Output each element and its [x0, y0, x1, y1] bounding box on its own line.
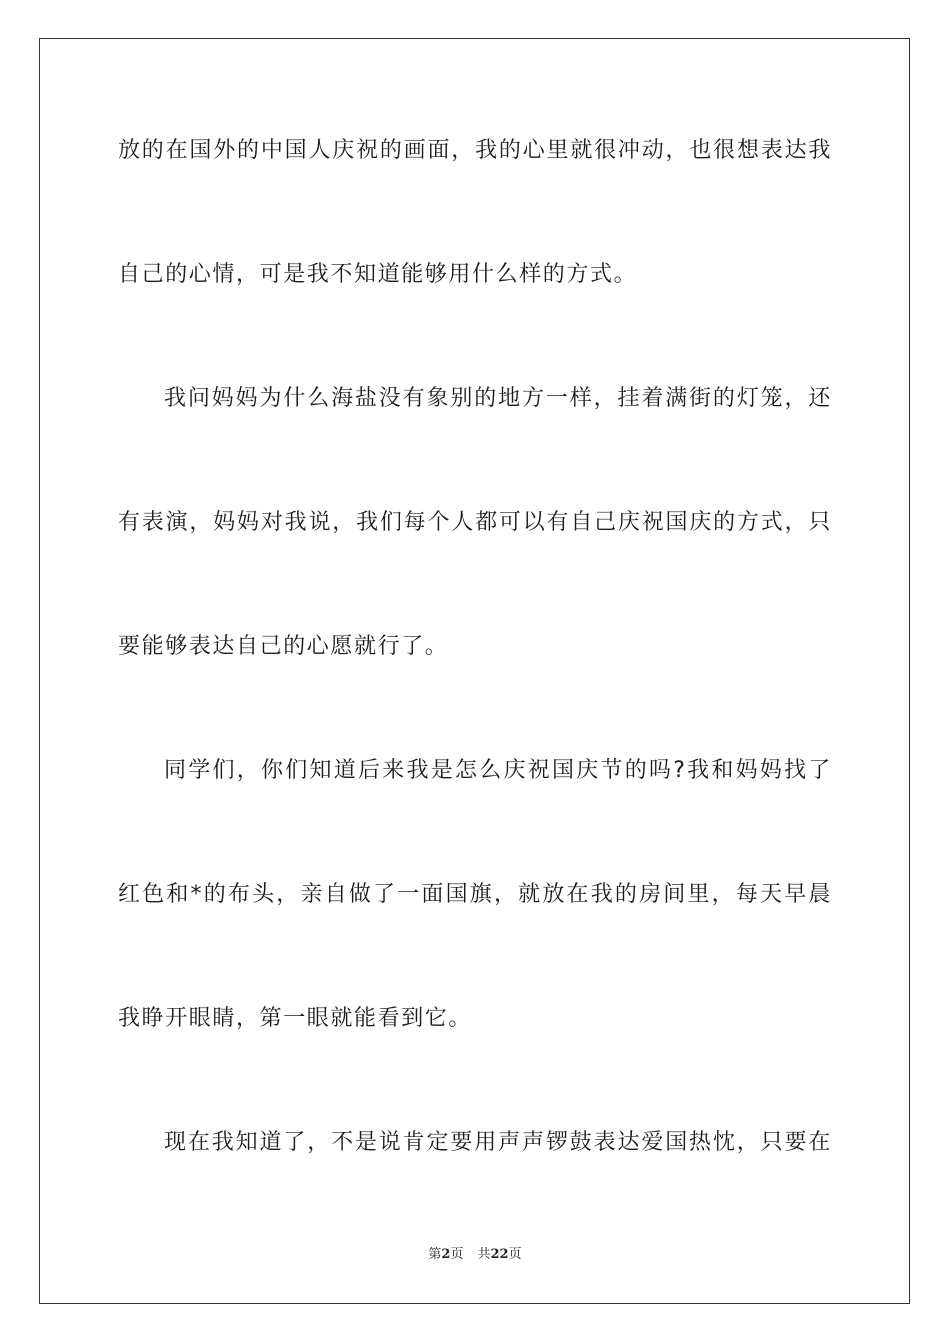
page-suffix: 页: [450, 1247, 464, 1262]
paragraph-line: 红色和*的布头，亲自做了一面国旗，就放在我的房间里，每天早晨: [118, 882, 832, 907]
paragraph-first-line: 同学们，你们知道后来我是怎么庆祝国庆节的吗?我和妈妈找了: [164, 758, 832, 783]
page-border: [39, 38, 910, 1304]
paragraph-line: 自己的心情，可是我不知道能够用什么样的方式。: [118, 262, 638, 287]
paragraph-line: 我睁开眼睛，第一眼就能看到它。: [118, 1006, 473, 1031]
paragraph-line: 有表演，妈妈对我说，我们每个人都可以有自己庆祝国庆的方式，只: [118, 510, 832, 535]
page-footer: [0, 1246, 950, 1264]
paragraph-first-line: 我问妈妈为什么海盐没有象别的地方一样，挂着满街的灯笼，还: [164, 386, 832, 411]
total-prefix: 共: [477, 1247, 491, 1262]
paragraph-line: 放的在国外的中国人庆祝的画面，我的心里就很冲动，也很想表达我: [118, 138, 832, 163]
page-prefix: 第: [428, 1247, 442, 1262]
total-suffix: 页: [508, 1247, 522, 1262]
total-pages-number: 22: [490, 1247, 509, 1262]
paragraph-line: 要能够表达自己的心愿就行了。: [118, 634, 449, 659]
paragraph-first-line: 现在我知道了，不是说肯定要用声声锣鼓表达爱国热忱，只要在: [164, 1130, 832, 1155]
current-page-number: 2: [441, 1247, 451, 1262]
